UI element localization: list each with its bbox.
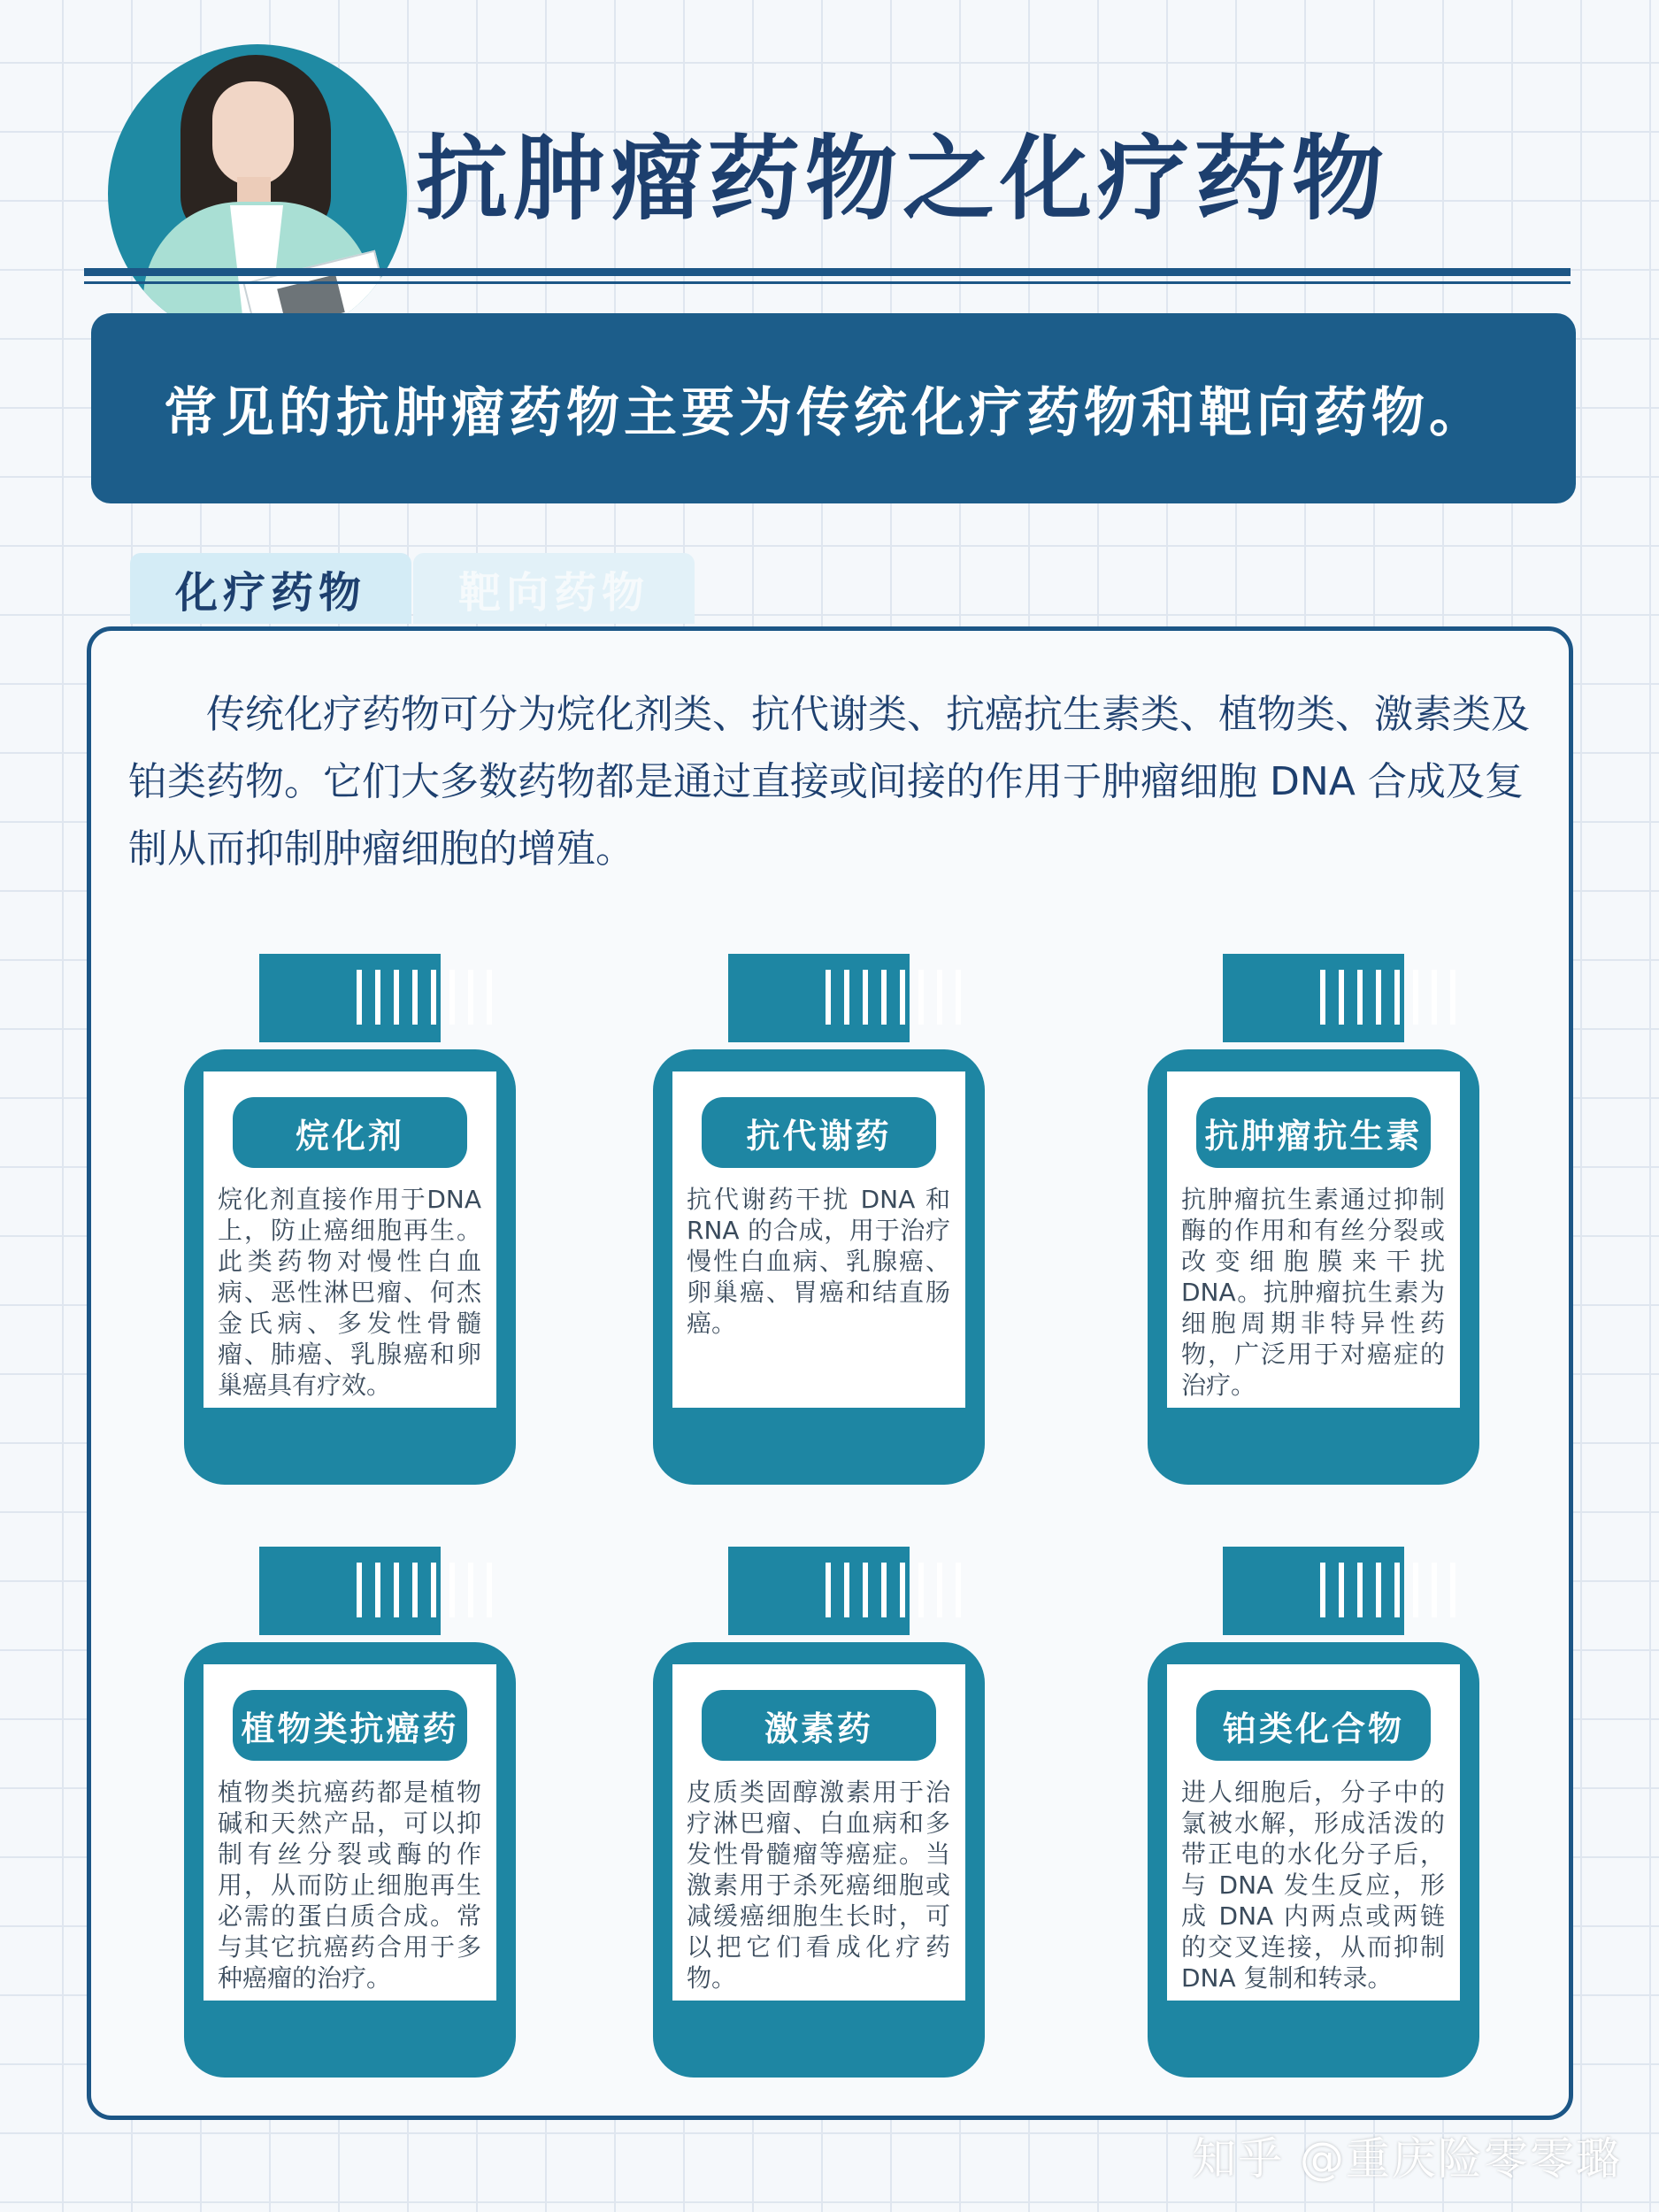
bottle-body <box>1148 1642 1479 2078</box>
bottle-body <box>1148 1049 1479 1485</box>
bottle-cap-icon <box>1223 954 1404 1042</box>
drug-description: 进人细胞后，分子中的氯被水解，形成活泼的带正电的水化分子后，与 DNA 发生反应，形成 DNA 内两点或两链的交叉连接，从而抑制DNA 复制和转录。 <box>1181 1778 1445 1993</box>
drug-card-platinum <box>1148 1547 1479 2078</box>
bottle-cap-icon <box>259 1547 441 1635</box>
drug-card-hormone <box>653 1547 985 2078</box>
summary-banner <box>91 313 1576 503</box>
tab-chemotherapy[interactable]: 化疗药物 <box>130 553 411 624</box>
bottle-body <box>653 1049 985 1485</box>
bottle-body <box>653 1642 985 2078</box>
drug-card-antibiotic <box>1148 954 1479 1485</box>
drug-card-plant <box>184 1547 516 2078</box>
drug-description: 抗肿瘤抗生素通过抑制酶的作用和有丝分裂或改变细胞膜来干扰DNA。抗肿瘤抗生素为细胞周期非特异性药物，广泛用于对癌症的治疗。 <box>1181 1185 1445 1400</box>
drug-card-antimetabolite <box>653 954 985 1485</box>
drug-description: 烷化剂直接作用于DNA上，防止癌细胞再生。此类药物对慢性白血病、恶性淋巴瘤、何杰金氏病、多发性骨髓瘤、肺癌、乳腺癌和卵巢癌具有疗效。 <box>218 1185 481 1400</box>
bottle-cap-icon <box>728 1547 910 1635</box>
drug-description: 植物类抗癌药都是植物碱和天然产品，可以抑制有丝分裂或酶的作用，从而防止细胞再生必需的蛋白质合成。常与其它抗癌药合用于多种癌瘤的治疗。 <box>218 1778 481 1993</box>
drug-name: 激素药 <box>702 1690 936 1761</box>
bottle-body <box>184 1642 516 2078</box>
bottle-cap-icon <box>728 954 910 1042</box>
drug-description: 抗代谢药干扰 DNA 和RNA 的合成，用于治疗慢性白血病、乳腺癌、卵巢癌、胃癌和结直肠癌。 <box>687 1185 950 1338</box>
bottle-body <box>184 1049 516 1485</box>
presenter-avatar <box>108 44 407 343</box>
drug-name: 烷化剂 <box>233 1097 467 1168</box>
drug-description: 皮质类固醇激素用于治疗淋巴瘤、白血病和多发性骨髓瘤等癌症。当激素用于杀死癌细胞或减缓癌细胞生长时，可以把它们看成化疗药物。 <box>687 1778 950 1993</box>
watermark: 知乎 @重庆险零零璐 <box>1192 2133 1622 2185</box>
drug-name: 抗肿瘤抗生素 <box>1196 1097 1431 1168</box>
intro-paragraph: 传统化疗药物可分为烷化剂类、抗代谢类、抗癌抗生素类、植物类、激素类及铂类药物。它们大多数药物都是通过直接或间接的作用于肿瘤细胞 DNA 合成及复制从而抑制肿瘤细胞的增殖。 <box>128 692 1530 872</box>
title-divider <box>84 268 1571 276</box>
drug-name: 抗代谢药 <box>702 1097 936 1168</box>
bottle-cap-icon <box>1223 1547 1404 1635</box>
tab-targeted[interactable]: 靶向药物 <box>413 553 695 624</box>
title-divider-thin <box>84 281 1571 284</box>
banner-text: 常见的抗肿瘤药物主要为传统化疗药物和靶向药物。 <box>164 381 1486 444</box>
drug-name: 植物类抗癌药 <box>233 1690 467 1761</box>
page-title: 抗肿瘤药物之化疗药物 <box>416 125 1390 233</box>
bottle-cap-icon <box>259 954 441 1042</box>
drug-name: 铂类化合物 <box>1196 1690 1431 1761</box>
drug-card-alkylating <box>184 954 516 1485</box>
